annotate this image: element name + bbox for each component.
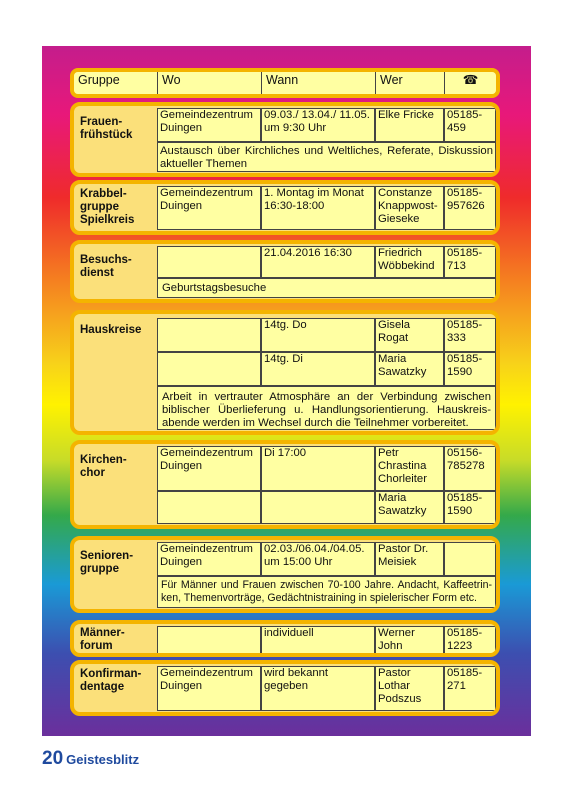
group-name: Frauen- frühstück bbox=[80, 116, 133, 141]
group-name: Besuchs- dienst bbox=[80, 254, 132, 279]
cell-wer: Constanze Knappwost- Gieseke bbox=[375, 186, 444, 230]
cell-tel bbox=[444, 542, 496, 576]
cell-wann: 02.03./06.04./04.05. um 15:00 Uhr bbox=[261, 542, 375, 576]
cell-wo: Gemeindezentrum Duingen bbox=[157, 542, 261, 576]
group-card-kirchenchor bbox=[70, 440, 500, 529]
group-card-besuchsdienst bbox=[70, 240, 500, 303]
group-name: Männer- forum bbox=[80, 627, 125, 652]
cell-description: Austausch über Kirchliches und Weltliches, Referate, Diskussion aktueller Themen bbox=[157, 142, 496, 172]
group-name: Konfirman- dentage bbox=[80, 668, 142, 693]
cell-tel: 05185- 459 bbox=[444, 108, 496, 142]
group-name: Kirchen- chor bbox=[80, 454, 127, 479]
cell-tel: 05185- 957626 bbox=[444, 186, 496, 230]
cell-wer: Werner John bbox=[375, 626, 444, 654]
cell-wann: 09.03./ 13.04./ 11.05. um 9:30 Uhr bbox=[261, 108, 375, 142]
cell-wo bbox=[157, 352, 261, 386]
group-card-hauskreise bbox=[70, 310, 500, 435]
phone-icon: ☎ bbox=[444, 72, 496, 94]
cell-wann: 21.04.2016 16:30 bbox=[261, 246, 375, 278]
cell-wer: Friedrich Wöbbekind bbox=[375, 246, 444, 278]
group-card-konfirmandentage bbox=[70, 660, 500, 716]
cell-wo: Gemeindezentrum Duingen bbox=[157, 446, 261, 491]
header-gruppe: Gruppe bbox=[74, 72, 157, 94]
page-number: 20 bbox=[42, 748, 64, 769]
cell-wann bbox=[261, 491, 375, 524]
cell-wer: Petr Chrastina Chorleiter bbox=[375, 446, 444, 491]
cell-tel: 05156- 785278 bbox=[444, 446, 496, 491]
group-card-krabbelgruppe bbox=[70, 180, 500, 235]
cell-wer: Maria Sawatzky bbox=[375, 491, 444, 524]
cell-wer: Pastor Lothar Podszus bbox=[375, 666, 444, 711]
magazine-title: Geistesblitz bbox=[66, 752, 140, 767]
cell-wo: Gemeindezentrum Duingen bbox=[157, 186, 261, 230]
cell-tel: 05185- 1590 bbox=[444, 491, 496, 524]
group-name: Senioren- gruppe bbox=[80, 550, 134, 575]
page-footer bbox=[42, 748, 139, 770]
cell-tel: 05185- 271 bbox=[444, 666, 496, 711]
header-wann: Wann bbox=[261, 72, 375, 94]
group-card-frauenfruehstueck bbox=[70, 102, 500, 177]
header-wer: Wer bbox=[375, 72, 444, 94]
rainbow-panel bbox=[42, 46, 531, 736]
cell-wann: Di 17:00 bbox=[261, 446, 375, 491]
group-card-maennerforum bbox=[70, 620, 500, 657]
cell-wo: Gemeindezentrum Duingen bbox=[157, 666, 261, 711]
cell-tel: 05185- 1590 bbox=[444, 352, 496, 386]
cell-wann: individuell bbox=[261, 626, 375, 654]
cell-wo bbox=[157, 491, 261, 524]
cell-wo bbox=[157, 626, 261, 654]
cell-wer: Elke Fricke bbox=[375, 108, 444, 142]
table-header bbox=[70, 68, 500, 98]
cell-wann: 14tg. Do bbox=[261, 318, 375, 352]
cell-wo bbox=[157, 318, 261, 352]
group-name: Hauskreise bbox=[80, 324, 142, 336]
cell-wer: Pastor Dr. Meisiek bbox=[375, 542, 444, 576]
cell-wann: 14tg. Di bbox=[261, 352, 375, 386]
group-name: Krabbel- gruppe Spielkreis bbox=[80, 188, 135, 226]
cell-wer: Gisela Rogat bbox=[375, 318, 444, 352]
cell-description: Für Männer und Frauen zwischen 70-100 Jahre. Andacht, Kaffeetrin-ken, Themenvorträge, Gedächtnistraining in spielerischer Form etc. bbox=[157, 576, 496, 608]
cell-tel: 05185- 1223 bbox=[444, 626, 496, 654]
cell-description: Arbeit in vertrauter Atmosphäre an der Verbindung zwischen biblischer Überlieferung u. Handlungsorientierung. Hauskreis-abende werden im Wechsel durch die Teilnehmer vorbereitet. bbox=[157, 386, 496, 430]
cell-wann: 1. Montag im Monat 16:30-18:00 bbox=[261, 186, 375, 230]
group-card-seniorengruppe bbox=[70, 536, 500, 613]
cell-wann: wird bekannt gegeben bbox=[261, 666, 375, 711]
cell-description: Geburtstagsbesuche bbox=[157, 278, 496, 298]
cell-tel: 05185- 713 bbox=[444, 246, 496, 278]
cell-wer: Maria Sawatzky bbox=[375, 352, 444, 386]
cell-tel: 05185- 333 bbox=[444, 318, 496, 352]
cell-wo: Gemeindezentrum Duingen bbox=[157, 108, 261, 142]
header-wo: Wo bbox=[157, 72, 261, 94]
cell-wo bbox=[157, 246, 261, 278]
